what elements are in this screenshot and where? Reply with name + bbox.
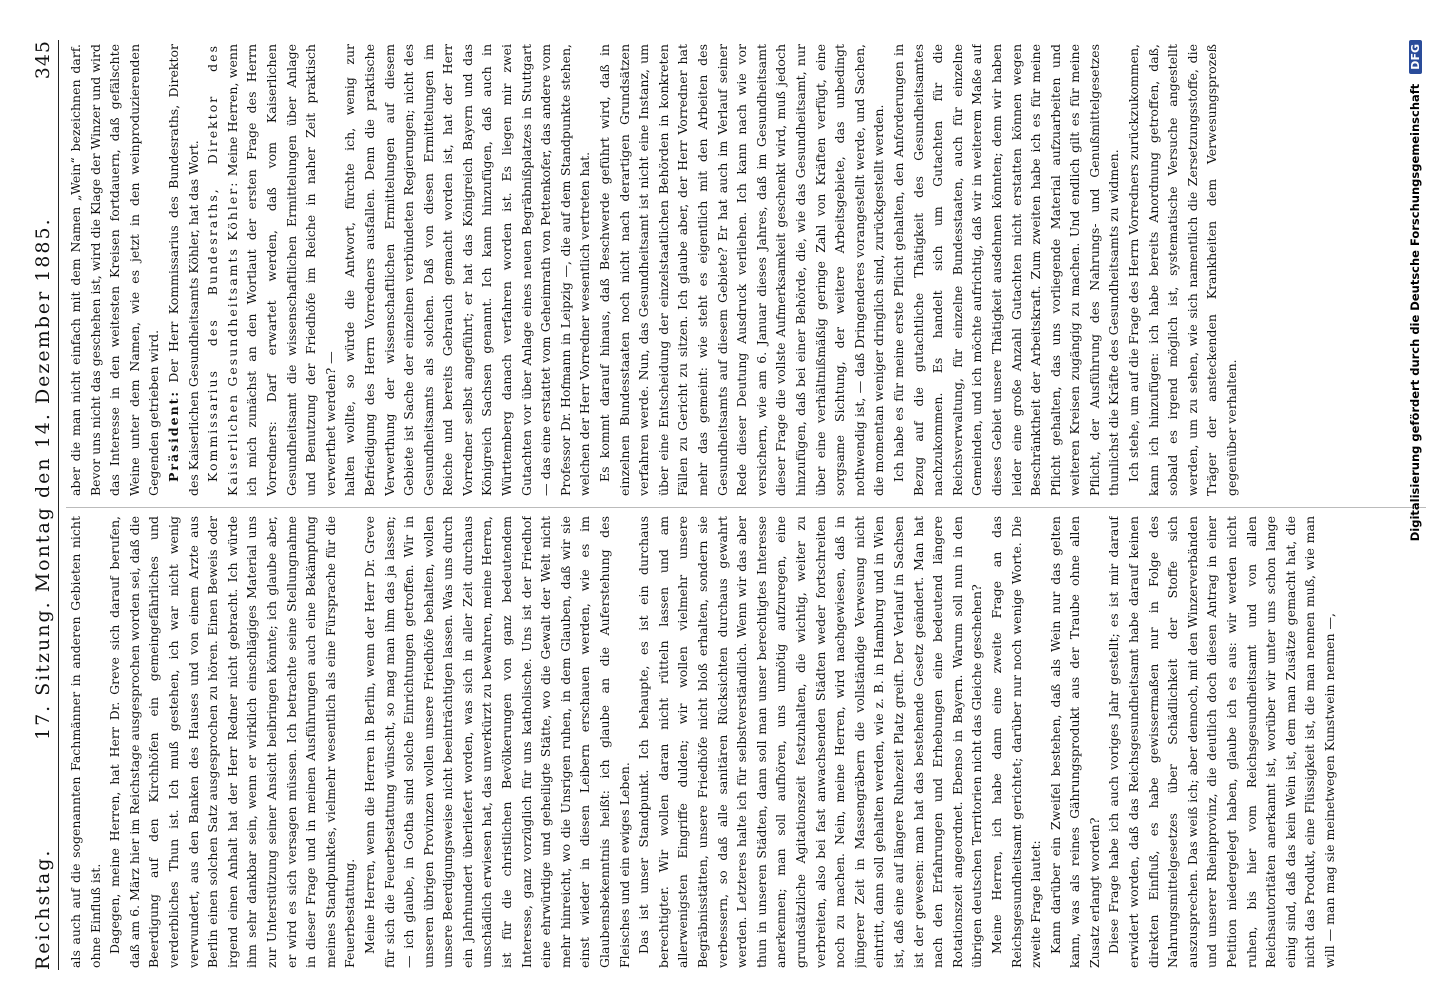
- header-session-date: 17. Sitzung. Montag den 14. Dezember 1885.: [32, 217, 54, 740]
- paragraph: Das ist unser Standpunkt. Ich behaupte, es ist ein durchaus berechtigter. Wir wollen daran nicht rütteln lassen und am allerwenigsten Eingriffe dulden; wir wollen vielmehr unsere Begräbnisstätten, unsere Friedhöfe nicht bloß erhalten, sondern sie verbessern, so daß alle sanitären Rücksichten durchaus gewahrt werden. Letzteres halte ich für selbstverständlich. Wenn wir das aber thun in unseren Städten, dann soll man unser berechtigtes Interesse anerkennen; man soll aufhören, uns unnötig aufzuregen, eine grundsätzliche Agitationszeit festzuhalten, die wichtig, weiter zu verbreiten, also bei fast anwachsenden Städten weder fortschreiten noch zu machen. Nein, meine Herren, wird nachgewiesen, daß in jüngerer Zeit in Massengräbern die vollständige Verwesung nicht eintritt, dann soll gehalten werden, wie z. B. in Hamburg und in Wien ist, daß eine auf längere Ruhezeit Platz greift. Der Verlauf in Sachsen ist der gewesen: man hat das bestehende Gesetz geändert. Man hat nach den Erfahrungen und Erhebungen eine bedeutend längere Rotationszeit angeordnet. Ebenso in Bayern. Warum soll nun in den übrigen deutschen Territorien nicht das Gleiche geschehen?: [636, 516, 985, 968]
- speaker-label: Präsident:: [165, 389, 181, 482]
- paragraph: aber die man nicht einfach mit dem Namen „Wein“ bezeichnen darf. Bevor uns nicht das geschehen ist, wird die Klage der Winzer und wird das Interesse in den weitesten Kreisen fortdauern, daß gefälschte Weine unter dem Namen, wie es jetzt in den weinproduzierenden Gegenden getrieben wird.: [68, 44, 162, 496]
- column-divider: [66, 507, 1426, 508]
- paragraph: halten wollte, so würde die Antwort, fürchte ich, wenig zur Befriedigung des Herrn Vorredners ausfallen. Denn die praktische Verwerthung der wissenschaftlichen Ermittelungen auf diesem Gebiete ist Sache der einzelnen verbündeten Regierungen; nicht des Gesundheitsamts als solchen. Daß von diesen Ermittelungen im Reiche und bereits Gebrauch gemacht worden ist, hat der Herr Vorredner selbst angeführt; er hat das Königreich Bayern und das Königreich Sachsen genannt. Ich kann hinzufügen, daß auch in Württemberg danach verfahren worden ist. Es liegen mir zwei Gutachten vor über Anlage eines neuen Begräbnißplatzes in Stuttgart — das eine erstattet vom Geheimrath von Pettenkofer, das andere vom Professor Dr. Hofmann in Leipzig —, die auf dem Standpunkte stehen, welchen der Herr Vorredner wesentlich vertreten hat.: [342, 44, 593, 496]
- dfg-logo: DFG: [1409, 40, 1422, 74]
- paragraph: Es kommt darauf hinaus, daß Beschwerde geführt wird, daß in einzelnen Bundesstaaten noch nicht nach derartigen Grundsätzen verfahren werde. Nun, das Gesundheitsamt ist nicht eine Instanz, um über eine Entscheidung der einzelstaatlichen Behörden in konkreten Fällen zu Gericht zu sitzen. Ich glaube aber, der Herr Vorredner hat mehr das gemeint: wie steht es eigentlich mit den Arbeiten des Gesundheitsamts auf diesem Gebiete? Er hat auch im Verlauf seiner Rede dieser Deutung Ausdruck verliehen. Ich kann nach wie vor versichern, wie am 6. Januar dieses Jahres, daß im Gesundheitsamt dieser Frage die vollste Aufmerksamkeit geschenkt wird, muß jedoch hinzufügen, daß bei einer Behörde, die, wie das Gesundheitsamt, nur über eine verhältnißmäßig geringe Zahl von Kräften verfügt, eine sorgsame Sichtung, der weitere Arbeitsgebiete, das unbedingt nothwendig ist, — daß Dringenderes vorangestellt werde, und Sachen, die momentan weniger dringlich sind, zurückgestellt werden.: [597, 44, 887, 496]
- paragraph: [203, 44, 340, 496]
- paragraph: [164, 44, 203, 496]
- paragraph: Ich habe es für meine erste Pflicht gehalten, den Anforderungen in Bezug auf die gutachtliche Thätigkeit des Gesundheitsamtes nachzukommen. Es handelt sich um Gutachten für die Reichsverwaltung, für einzelne Bundesstaaten, auch für einzelne Gemeinden, und ich möchte aufrichtig, daß wir in weiterem Maße auf dieses Gebiet unsere Thätigkeit ausdehnen könnten; denn wir haben leider eine große Anzahl Gutachten nicht erstatten können wegen Beschränktheit der Arbeitskraft. Zum zweiten habe ich es für meine Pflicht gehalten, das uns vorliegende Material aufzuarbeiten und weiteren Kreisen zugängig zu machen. Und endlich gilt es für meine Pflicht, der Ausführung des Nahrungs- und Genußmittelgesetzes thunlichst die Kräfte des Gesundheitsamts zu widmen.: [890, 44, 1122, 496]
- credit-text: Digitalisierung gefördert durch die Deutsche Forschungsgemeinschaft: [1408, 83, 1422, 542]
- paragraph: Kann darüber ein Zweifel bestehen, daß als Wein nur das gelten kann, was als reines Gährungsprodukt aus der Traube ohne allen Zusatz erlangt worden?: [1047, 516, 1102, 968]
- paragraph-text: Meine Herren, wenn ich mich zunächst an den Wortlaut der ersten Frage des Herrn Vorredners: Darf erwartet werden, daß vom Kaiserlichen Gesundheitsamt die wissenschaftlichen Ermittelungen über Anlage und Benutzung der Friedhöfe im Reiche in naher Zeit praktisch verwerthet werden? —: [224, 44, 338, 496]
- speaker-label: Kommissarius des Bundesraths, Direktor des Kaiserlichen Gesundheitsamts Köhler:: [205, 44, 240, 496]
- header-reichstag: Reichstag.: [32, 848, 54, 970]
- paragraph-text: Der Herr Kommissarius des Bundesraths, Direktor des Kaiserlichen Gesundheitsamts Köhler, hat das Wort.: [165, 44, 201, 496]
- text-column-right: [66, 44, 1428, 496]
- page-header: [30, 40, 59, 970]
- paragraph: Diese Frage habe ich auch voriges Jahr gestellt; es ist mir darauf erwidert worden, daß das Reichsgesundheitsamt habe darauf keinen direkten Einfluß, es habe gewissermaßen nur in Folge des Nahrungsmittelgesetzes über Schädlichkeit der Stoffe sich auszusprechen. Das weiß ich; aber dennoch, mit den Winzerverbänden und unserer Rheinprovinz, die deutlich doch diesen Antrag in einer Petition niedergelegt haben, glaube ich es aus: wir werden nicht ruhen, bis hier vom Reichsgesundheitsamt und von allen Reichsautoritäten anerkannt ist, worüber wir unter uns schon lange einig sind, daß das kein Wein ist, dem man Zusätze gemacht hat, die nicht das Produkt, eine Flüssigkeit ist, die man nennen muß, wie man will — man mag sie meinetwegen Kunstwein nennen —,: [1106, 516, 1337, 968]
- digitization-credit: [1408, 40, 1430, 960]
- paragraph: als auch auf die sogenannten Fachmänner in anderen Gebieten nicht ohne Einfluß ist.: [68, 516, 103, 968]
- paragraph: Ich stehe, um auf die Frage des Herrn Vorredners zurückzukommen, kann ich hinzufügen: ich habe bereits Anordnung getroffen, daß, sobald es irgend möglich ist, systematische Versuche angestellt werden, um zu sehen, wie sich namentlich die Zersetzungsstoffe, die Träger der ansteckenden Krankheiten dem Verwesungsprozeß gegenüber verhalten.: [1126, 44, 1240, 496]
- text-column-left: [66, 516, 1428, 968]
- page-number: 345: [32, 40, 54, 80]
- paragraph: Meine Herren, wenn die Herren in Berlin, wenn der Herr Dr. Greve für sich die Feuerbestattung wünscht, so mag man ihm das ja lassen; — ich glaube, in Gotha sind solche Einrichtungen getroffen. Wir in unseren übrigen Provinzen wollen unsere Friedhöfe behalten, wollen unsere Beerdigungsweise nicht beeinträchtigen lassen. Was uns durch ein Jahrhundert überliefert worden, was sich in aller Zeit durchaus unschädlich erwiesen hat, das unverkürzt zu bewahren, meine Herren, ist für die christlichen Bevölkerungen von ganz bedeutendem Interesse, ganz vorzüglich für uns katholische. Uns ist der Friedhof eine ehrwürdige und geheiligte Stätte, wo die Gewalt der Welt nicht mehr hinreicht, wo die Unsrigen ruhen, in dem Glauben, daß wir sie einst wieder in diesen Leibern erschauen werden, wie es im Glaubensbekenntnis heißt: ich glaube an die Auferstehung des Fleisches und ein ewiges Leben.: [361, 516, 632, 968]
- paragraph: Dagegen, meine Herren, hat Herr Dr. Greve sich darauf berufen, daß am 6. März hier im Reichstage ausgesprochen worden sei, daß die Beerdigung auf den Kirchhöfen ein gemeingefährliches und verderbliches Thun ist. Ich muß gestehen, ich war nicht wenig verwundert, aus den Banken des Hauses und von einem Arzte aus Berlin einen solchen Satz ausgesprochen zu hören. Einen Beweis oder irgend einen Anhalt hat der Herr Redner nicht gebracht. Ich würde ihm sehr dankbar sein, wenn er wirklich einschlägiges Material uns zur Unterstützung seiner Ansicht beibringen könnte; ich glaube aber, er wird es sich versagen müssen. Ich betrachte seine Stellungnahme in dieser Frage und in meinen Ausführungen auch eine Bekämpfung meines Standpunktes, vielmehr wesentlich als eine Fürsprache für die Feuerbestattung.: [107, 516, 358, 968]
- paragraph: Meine Herren, ich habe dann eine zweite Frage an das Reichsgesundheitsamt gerichtet; darüber nur noch wenige Worte. Die zweite Frage lautet:: [988, 516, 1044, 968]
